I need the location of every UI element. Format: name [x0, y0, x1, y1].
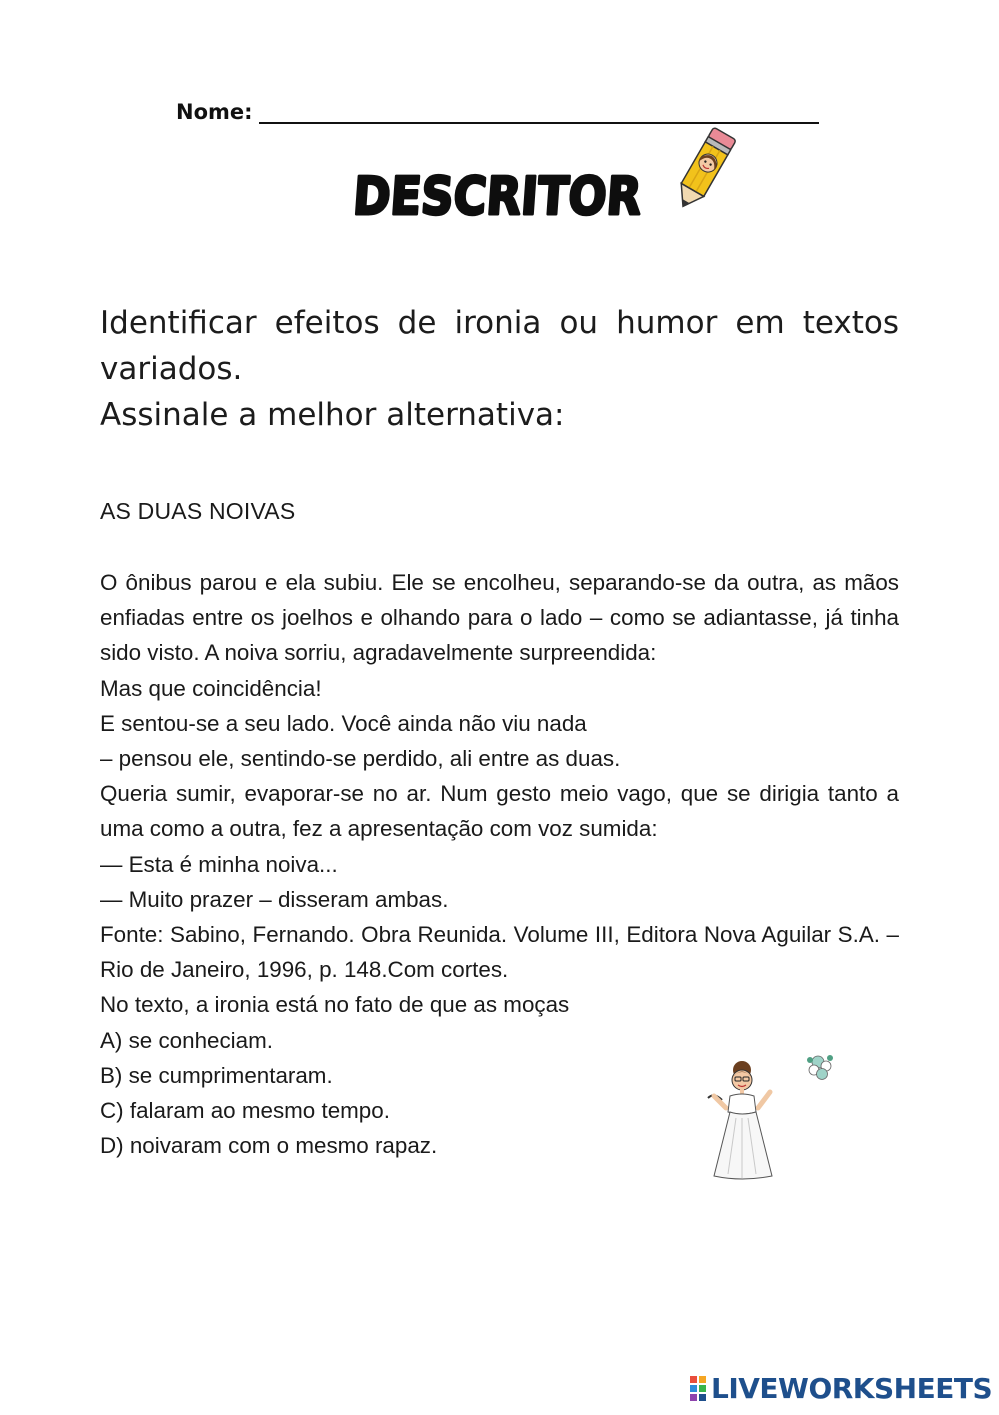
instruction-line-1: Identificar efeitos de ironia ou humor em textos variados.: [100, 305, 899, 387]
liveworksheets-logo-icon: [690, 1376, 706, 1401]
descritor-title: [351, 158, 689, 230]
story-line-3: E sentou-se a seu lado. Você ainda não viu nada: [100, 710, 587, 736]
option-a[interactable]: A) se conheciam.: [100, 1027, 273, 1053]
option-b[interactable]: B) se cumprimentaram.: [100, 1062, 333, 1088]
story-paragraph-5: Queria sumir, evaporar-se no ar. Num gesto meio vago, que se dirigia tanto a uma como a outra, fez a apresentação com voz sumida:: [100, 781, 899, 842]
name-field-row: [176, 100, 819, 124]
story-paragraph-1: O ônibus parou e ela subiu. Ele se encolheu, separando-se da outra, as mãos enfiadas entre os joelhos e olhando para o lado – como se adiantasse, já tinha sido visto. A noiva sorriu, agradavelmente surpreendida:: [100, 570, 899, 666]
story-title: AS DUAS NOIVAS: [100, 498, 296, 524]
story-line-7: — Muito prazer – disseram ambas.: [100, 886, 449, 912]
bride-illustration-icon: [700, 1048, 840, 1188]
name-label: Nome:: [176, 100, 253, 124]
story-source: Fonte: Sabino, Fernando. Obra Reunida. Volume III, Editora Nova Aguilar S.A. – Rio de Janeiro, 1996, p. 148.Com cortes.: [100, 922, 899, 983]
descritor-title-text: DESCRITOR: [351, 167, 689, 227]
descritor-wordart: [351, 158, 689, 230]
story-line-4: – pensou ele, sentindo-se perdido, ali entre as duas.: [100, 746, 621, 772]
story-line-2: Mas que coincidência!: [100, 675, 322, 701]
story-line-6: — Esta é minha noiva...: [100, 851, 338, 877]
instruction-line-2: Assinale a melhor alternativa:: [100, 397, 565, 433]
pencil-mascot-icon: [664, 124, 744, 221]
liveworksheets-logo: [690, 1372, 992, 1405]
name-input-line[interactable]: [259, 100, 819, 124]
bouquet-icon: [807, 1055, 833, 1080]
question-text: No texto, a ironia está no fato de que as moças: [100, 992, 570, 1018]
instructions: [100, 300, 899, 438]
option-c[interactable]: C) falaram ao mesmo tempo.: [100, 1098, 390, 1124]
liveworksheets-brand-text: LIVEWORKSHEETS: [711, 1372, 993, 1405]
option-d[interactable]: D) noivaram com o mesmo rapaz.: [100, 1133, 438, 1159]
